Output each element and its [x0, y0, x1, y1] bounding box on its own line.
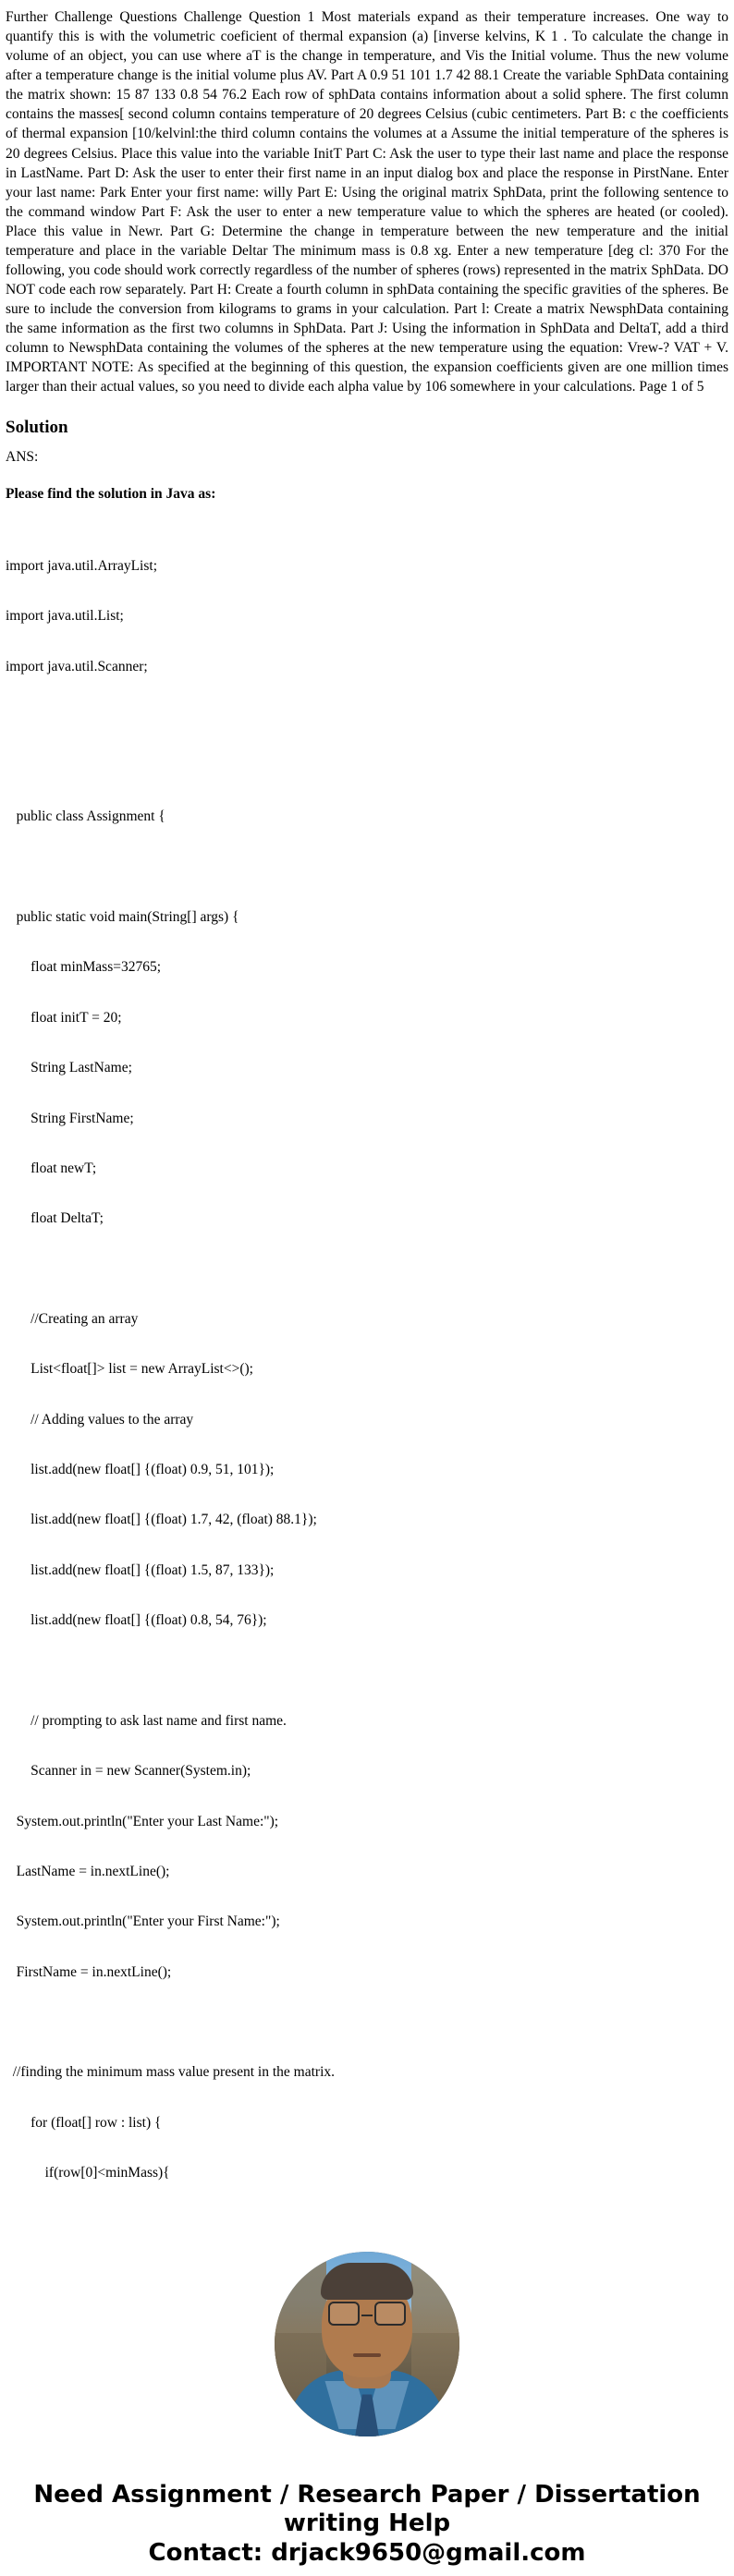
code-line: import java.util.Scanner; [6, 658, 148, 674]
code-line: if(row[0]<minMass){ [6, 2165, 170, 2181]
code-line: float initT = 20; [6, 1009, 122, 1026]
code-line: //Creating an array [6, 1310, 139, 1327]
code-line: Scanner in = new Scanner(System.in); [6, 1763, 251, 1780]
code-line: float DeltaT; [6, 1210, 104, 1227]
code-line: System.out.println("Enter your First Name:"); [6, 1914, 280, 1930]
code-line: for (float[] row : list) { [6, 2114, 162, 2131]
code-line-blank [6, 709, 728, 725]
code-line: System.out.println("Enter your Last Name:"); [6, 1813, 279, 1829]
code-line-blank [6, 759, 728, 775]
ans-label: ANS: [6, 448, 39, 465]
code-line-blank [6, 1261, 728, 1278]
promo-line-1: Need Assignment / Research Paper / Dissertation writing Help [33, 2481, 701, 2537]
code-line: // Adding values to the array [6, 1411, 194, 1428]
promo-line-2: Contact: drjack9650@gmail.com [148, 2538, 586, 2567]
avatar [275, 2252, 459, 2436]
code-block [6, 525, 728, 2216]
avatar-mouth [353, 2353, 381, 2357]
code-line: List<float[]> list = new ArrayList<>(); [6, 1361, 253, 1378]
code-line: LastName = in.nextLine(); [6, 1863, 170, 1879]
question-paragraph: Further Challenge Questions Challenge Question 1 Most materials expand as their temperature increases. One way to quantify this is with the volumetric coeficient of thermal expansion (a) [inverse kelvins, K 1 . To calculate the change in volume of an object, you can use where aT is the change in temperature, and Vis the Initial volume. Thus the new volume after a temperature change is the initial volume plus AV. Part A 0.9 51 101 1.7 42 88.1 Create the variable SphData containing the matrix shown: 15 87 133 0.8 54 76.2 Each row of sphData contains information about a solid sphere. The first column contains the masses[ second column contains temperature of 20 degrees Celsius (cubic centimeters. Part B: c the coefficients of thermal expansion [10/kelvinl:the third column contains the volumes at a Assume the initial temperature of the spheres is 20 degrees Celsius. Place this value into the variable InitT Part C: Ask the user to type their last name and place the response in LastName. Part D: Ask the user to enter their first name in an input dialog box and place the response in PirstNane. Enter your last name: Park Enter your first name: willy Part E: Using the original matrix SphData, print the following sentence to the command window Part F: Ask the user to enter a new temperature value to which the spheres are heated (or cooled). Place this value in Newr. Part G: Determine the change in temperature between the new temperature and the initial temperature and place in the variable Deltar The minimum mass is 0.8 xg. Enter a new temperature [deg cl: 370 For the following, you code should work correctly regardless of the number of spheres (rows) represented in the matrix SphData. DO NOT code each row separately. Part H: Create a fourth column in sphData containing the specific gravities of the spheres. Be sure to include the conversion from kilograms to grams in your calculation. Part l: Create a matrix NewsphData containing the same information as the first two columns in SphData. Part J: Using the information in SphData and DeltaT, add a third column to NewsphData containing the volumes of the spheres at the new temperature using the equation: Vrew-? VAT + V. IMPORTANT NOTE: As specified at the beginning of this question, the expansion coefficients given are one million times larger than their actual values, so you need to divide each alpha value by 106 somewhere in your calculations. Page 1 of 5 [6, 9, 728, 395]
glasses-bridge [361, 2315, 373, 2316]
code-line-blank [6, 2014, 728, 2031]
glasses-icon [374, 2302, 406, 2326]
promo-banner [6, 2481, 728, 2566]
avatar-container [6, 2252, 728, 2436]
code-line: public static void main(String[] args) { [6, 909, 239, 926]
code-line: list.add(new float[] {(float) 0.8, 54, 76}); [6, 1612, 267, 1629]
code-line: public class Assignment { [6, 808, 165, 825]
code-line: list.add(new float[] {(float) 0.9, 51, 101}); [6, 1462, 275, 1478]
please-find-solution-text: Please find the solution in Java as: [6, 485, 216, 502]
code-line-blank [6, 1663, 728, 1680]
avatar-hair [321, 2263, 413, 2300]
code-line: float newT; [6, 1160, 97, 1176]
glasses-icon [328, 2302, 360, 2326]
code-line: String LastName; [6, 1060, 132, 1076]
code-line: // prompting to ask last name and first name. [6, 1712, 287, 1729]
code-line: import java.util.ArrayList; [6, 557, 158, 574]
solution-heading: Solution [6, 417, 68, 437]
code-line: //finding the minimum mass value present in the matrix. [6, 2064, 336, 2081]
code-line: list.add(new float[] {(float) 1.7, 42, (float) 88.1}); [6, 1512, 317, 1528]
code-line: FirstName = in.nextLine(); [6, 1963, 172, 1980]
code-line: list.add(new float[] {(float) 1.5, 87, 133}); [6, 1561, 275, 1578]
code-line: float minMass=32765; [6, 959, 162, 976]
code-line-blank [6, 859, 728, 876]
code-line: import java.util.List; [6, 608, 124, 625]
code-line: String FirstName; [6, 1110, 134, 1126]
